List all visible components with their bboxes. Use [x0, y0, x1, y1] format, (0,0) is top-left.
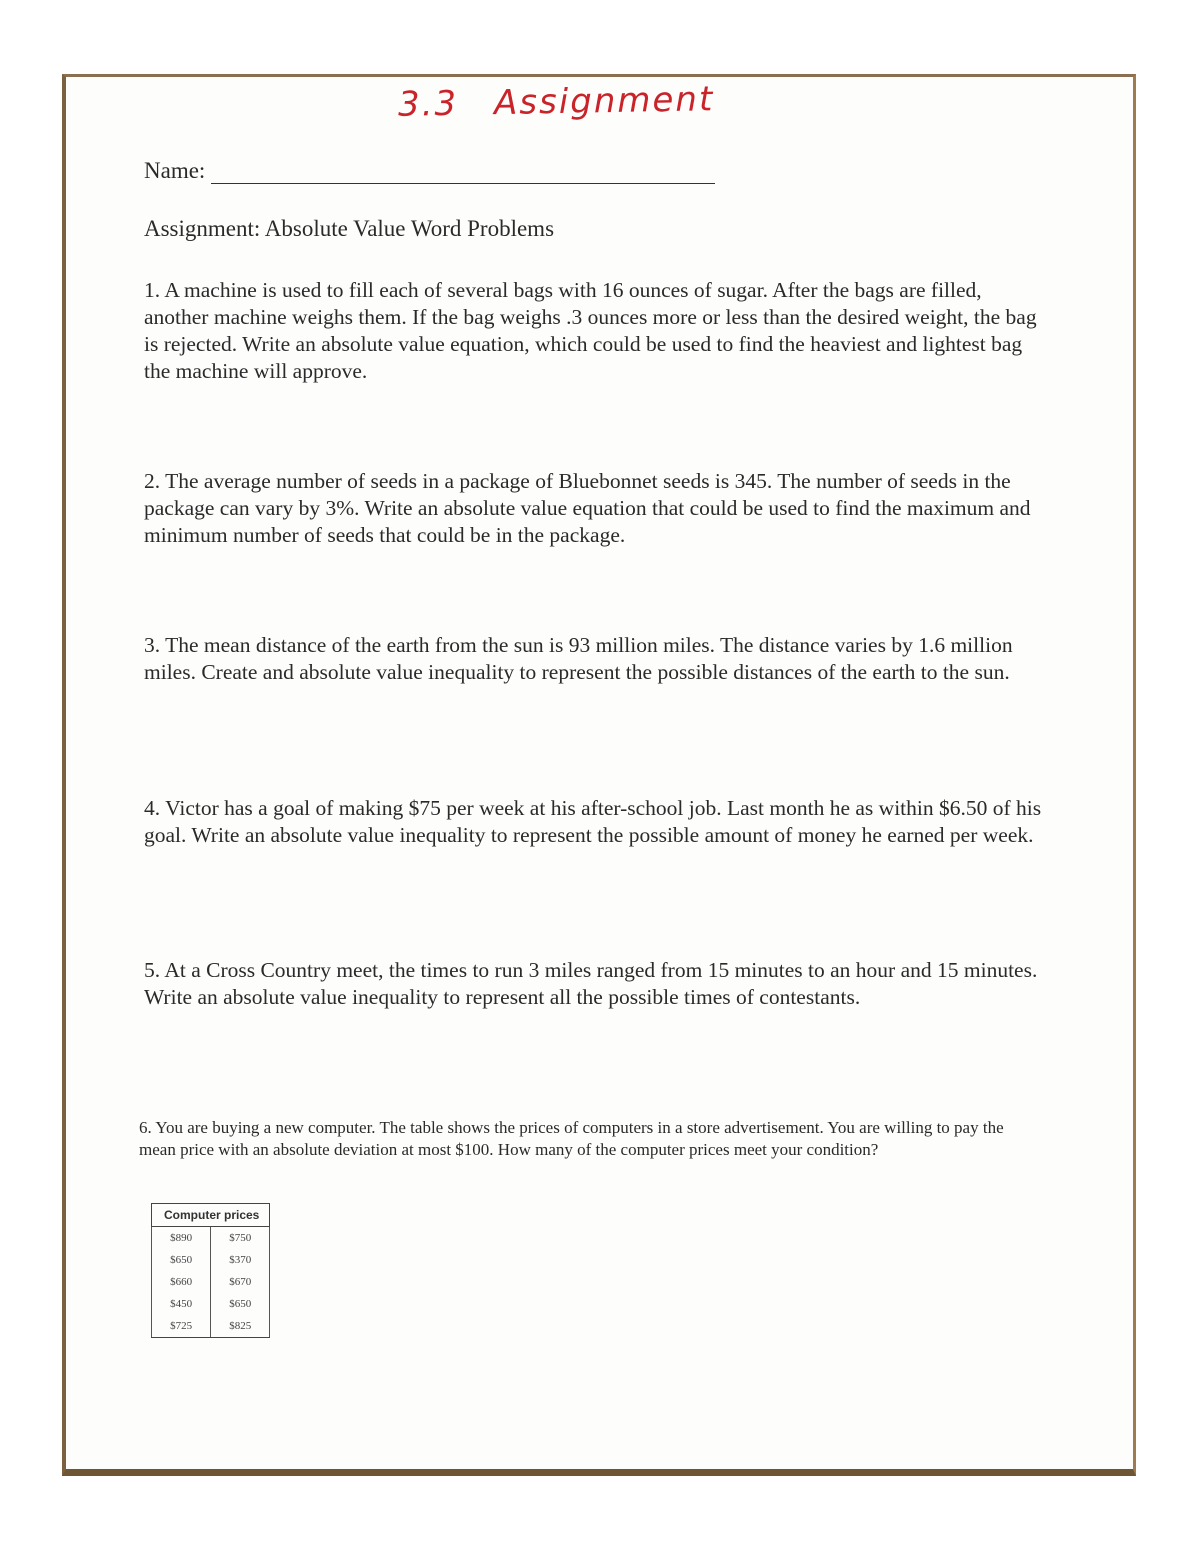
table-row: [152, 1315, 270, 1338]
problem-1: 1. A machine is used to fill each of several bags with 16 ounces of sugar. After the bags are filled, another machine weighs them. If the bag weighs .3 ounces more or less than the desired weight, the bag is rejected. Write an absolute value equation, which could be used to find the heaviest and lightest bag the machine will approve.: [144, 278, 1037, 383]
handwritten-title-number: 3.3: [397, 83, 459, 125]
table-row: [152, 1227, 270, 1250]
table-row: [152, 1271, 270, 1293]
table-cell: $750: [211, 1227, 270, 1250]
table-cell: $825: [211, 1315, 270, 1338]
table-cell: $670: [211, 1271, 270, 1293]
table-cell: $890: [152, 1227, 211, 1250]
problem-5: 5. At a Cross Country meet, the times to run 3 miles ranged from 15 minutes to an hour and 15 minutes. Write an absolute value inequality to represent all the possible times of contestants.: [144, 958, 1038, 1009]
handwritten-title-word: Assignment: [493, 79, 715, 124]
name-field: [144, 158, 715, 184]
table-cell: $660: [152, 1271, 211, 1293]
name-blank-line[interactable]: [211, 163, 715, 184]
problem-6: 6. You are buying a new computer. The table shows the prices of computers in a store advertisement. You are willing to pay the mean price with an absolute deviation at most $100. How many of the computer prices meet your condition?: [139, 1118, 1004, 1159]
problem-2: 2. The average number of seeds in a package of Bluebonnet seeds is 345. The number of seeds in the package can vary by 3%. Write an absolute value equation that could be used to find the maximum and minimum number of seeds that could be in the package.: [144, 469, 1031, 547]
assignment-heading: Assignment: Absolute Value Word Problems: [144, 216, 555, 241]
table-cell: $650: [152, 1249, 211, 1271]
name-label: Name:: [144, 158, 206, 183]
handwritten-title: [398, 79, 715, 125]
table-header: Computer prices: [152, 1204, 270, 1227]
computer-prices-table: [151, 1203, 270, 1338]
problem-4: 4. Victor has a goal of making $75 per week at his after-school job. Last month he as within $6.50 of his goal. Write an absolute value inequality to represent the possible amount of money he earned per week.: [144, 796, 1042, 847]
table-row: [152, 1249, 270, 1271]
table-row: [152, 1293, 270, 1315]
table-cell: $450: [152, 1293, 211, 1315]
table-cell: $650: [211, 1293, 270, 1315]
problem-3: 3. The mean distance of the earth from the sun is 93 million miles. The distance varies by 1.6 million miles. Create and absolute value inequality to represent the possible distances of the earth to the sun.: [144, 633, 1013, 684]
table-cell: $370: [211, 1249, 270, 1271]
table-cell: $725: [152, 1315, 211, 1338]
